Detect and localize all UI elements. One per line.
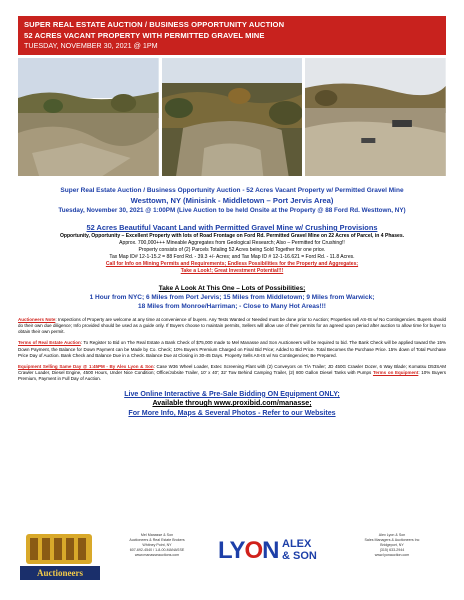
terms-label: Terms of Real Estate Auction <box>18 340 81 346</box>
photo-strip <box>18 58 446 176</box>
description-p1: Opportunity, Opportunity – Excellent Property with lots of Road Frontage on Ford Rd. Permitted Gravel Mine on 22 Acres of Parcel, in 4 Phases. <box>59 233 405 239</box>
lyon-city: Bridgeport, NY <box>380 543 404 547</box>
manasse-title: Auctioneers & Real Estate Brokers <box>129 538 185 542</box>
lyon-website[interactable]: www.lyonauction.com <box>374 553 410 557</box>
description-p2: Approx. 700,000+++ Mineable Aggregates from Geological Research; Also – Permitted for Crushing!! <box>119 240 345 247</box>
auctioneers-note-label: Auctioneers Note <box>18 316 56 322</box>
terms-text: : To Register to Bid on The Real Estate a Bank Check of $75,000 made to Mel Manasse and Son Auctioneers will be required to bid. The Bank Check will be applied toward the 15% Down Payment, the Balance for Down Payment can be Made by Co. Check; 10% Buyers Premium Charged on Final Bid Price; Added to Bid Price. Total Becomes the Purchase Price. 15% down of Total Purchase Price Day of Auction. Bank Check and Balance Due in a Check. Balance Due at Closing in 30-45 Days. Property Sells AS-IS w/ No Contingencies; Be Prepared. <box>18 340 446 358</box>
manasse-logo-text: Auctioneers <box>37 568 83 578</box>
lyon-logo <box>218 528 334 586</box>
equipment-section <box>18 364 446 383</box>
lyon-logo-alex: ALEX <box>282 538 312 550</box>
auction-heading <box>18 186 446 215</box>
lyon-phone: (315) 633-2944 <box>379 548 405 552</box>
lyon-title: Sales Managers & Auctioneers Inc <box>364 538 420 542</box>
banner-date-line: TUESDAY, NOVEMBER 30, 2021 @ 1PM <box>24 41 158 50</box>
highlights-areas: 18 Miles from Monroe/Harriman; - Close to Many Hot Areas!!! <box>138 303 326 311</box>
websites-line: For More Info, Maps & Several Photos - Refer to our Websites <box>128 408 336 417</box>
property-photo-3 <box>305 58 446 176</box>
equipment-terms-label: Terms on Equipment <box>372 370 419 376</box>
bidding-info <box>18 390 446 419</box>
property-photo-1 <box>18 58 159 176</box>
property-photo-2 <box>162 58 303 176</box>
real-estate-terms <box>18 340 446 359</box>
footer <box>18 528 446 588</box>
location-highlights <box>18 284 446 312</box>
manasse-contact <box>102 533 212 558</box>
banner-title-line: SUPER REAL ESTATE AUCTION / BUSINESS OPPORTUNITY AUCTION <box>24 20 285 29</box>
description-title: 52 Acres Beautiful Vacant Land with Permitted Gravel Mine w/ Crushing Provisions <box>86 223 378 232</box>
description-block <box>18 223 446 276</box>
header-banner <box>18 16 446 55</box>
lyon-logo-ly: LY <box>218 537 245 564</box>
lyon-name: Alex Lyon & Son <box>378 533 406 537</box>
auctioneers-note <box>18 317 446 336</box>
lyon-logo-o: O <box>244 537 263 564</box>
equipment-text: : Case W36 Wheel Loader, Extec Screening Plant with (2) Conveyors on T/A Trailer; JD 450G Crawler Dozer, 6 Way Blade; Komatsu D53SAM Crawler Loader, Diesel Engine, 4500 Hours, Under Nice Condition; Office/Jobsite Trailer, 10' x 40'; 32' Tow Behind Camping Trailer, (2) 800 Gallon Diesel Tanks with Pumps <box>18 364 446 376</box>
heading-location: Westtown, NY (Minisink - Middletown – Port Jervis Area) <box>130 196 334 205</box>
description-p6: Take a Look!; Great Investment Potential!!! <box>180 268 284 275</box>
lyon-logo-son: & SON <box>282 550 317 562</box>
description-p4: Tax Map ID# 12-1-15.2 = 88 Ford Rd. - 39.3 +/- Acres; and Tax Map ID # 12-1-16.621 = Ford Rd. - 11.8 Acres. <box>109 254 355 261</box>
description-p5: Call for Info on Mining Permits and Requirements; Endless Possibilities for the Property and Aggregates; <box>105 261 359 268</box>
manasse-logo <box>18 528 102 586</box>
banner-property-line: 52 ACRES VACANT PROPERTY WITH PERMITTED GRAVEL MINE <box>24 31 265 40</box>
equipment-terms-text: : 10% Buyers Premium, Payment in Full Day of Auction. <box>18 370 446 382</box>
manasse-phone: 607-692-4540 / 1-8-00-MANASSE <box>129 548 185 552</box>
lyon-contact <box>342 533 442 558</box>
heading-title: Super Real Estate Auction / Business Opportunity Auction - 52 Acres Vacant Property w/ Permitted Gravel Mine <box>60 187 404 194</box>
manasse-city: Whitney Point, NY <box>142 543 172 547</box>
manasse-name: Mel Manasse & Son <box>140 533 174 537</box>
highlights-title: Take A Look At This One – Lots of Possibilities; <box>158 284 306 292</box>
manasse-website[interactable]: www.manasseauctions.com <box>134 553 180 557</box>
lyon-logo-n: N <box>262 537 279 564</box>
auctioneers-note-text: : Inspections of Property are welcome at any time at convenience of buyers. Any Tests Wanted or Needed must be done prior to Auction; Properties sell AS-IS w/ No Contingencies. Buyers should do their own due diligence; Info provided should be used as a guide only. If Buyers choose to maintain permits, Sellers will allow use of their permits for an agreed upon period after auction to allow time for buyer to obtain their own permit. <box>18 316 446 335</box>
highlights-distances: 1 Hour from NYC; 6 Miles from Port Jervis; 15 Miles from Middletown; 9 Miles from Warwick; <box>89 293 375 301</box>
equipment-label: Equipment Selling Same Day @ 1:45PM - By Alex Lyon & Son <box>18 364 154 369</box>
proxibid-link[interactable]: Available through www.proxibid.com/manasse; <box>152 399 312 408</box>
online-bidding-line: Live Online Interactive & Pre-Sale Bidding ON Equipment ONLY; <box>124 389 340 398</box>
heading-datetime: Tuesday, November 30, 2021 @ 1:00PM (Live Auction to be held Onsite at the Property @ 88 Ford Rd. Westtown, NY) <box>58 207 406 214</box>
description-p3: Property consists of (2) Parcels Totaling 52 Acres being Sold Together for one price. <box>138 247 326 254</box>
